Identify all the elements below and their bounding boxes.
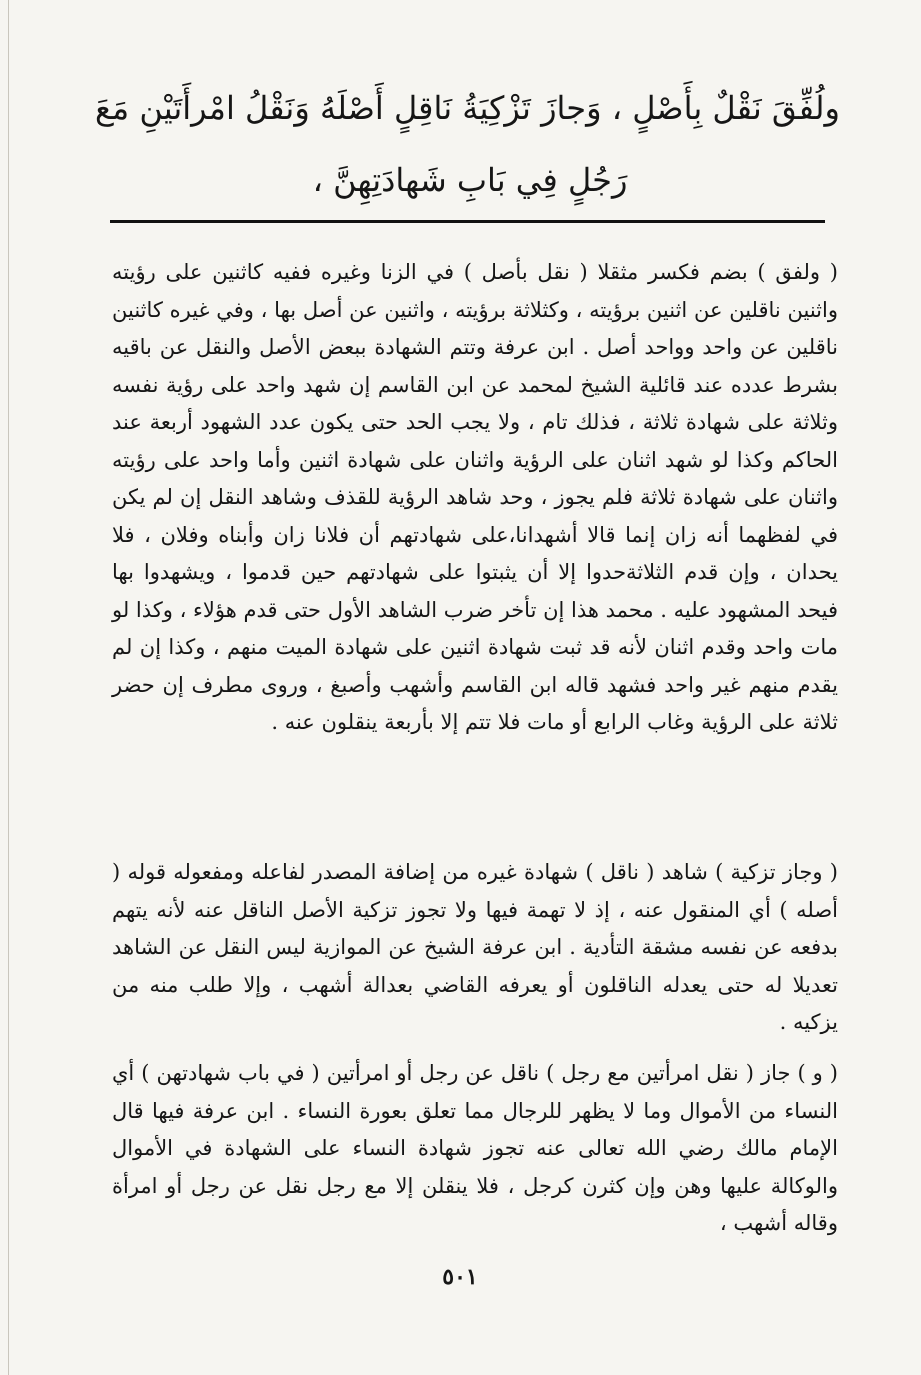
commentary-paragraph-2: ( وجاز تزكية ) شاهد ( ناقل ) شهادة غيره من إضافة المصدر لفاعله ومفعوله قوله ( أصله ) أي المنقول عنه ، إذ لا تهمة فيها ولا تجوز تزكية الأصل الناقل عنه لأنه يتهم بدفعه عن نفسه مشقة التأدية . ابن عرفة الشيخ عن الموازية ليس النقل عن الشاهد تعديلا له حتى يعدله الناقلون أو يعرفه القاضي بعدالة أشهب ، وإلا طلب منه من يزكيه . [112, 860, 838, 1034]
section-divider [110, 220, 825, 223]
page-number: ٥٠١ [442, 1264, 478, 1290]
commentary-paragraph-1: ( ولفق ) بضم فكسر مثقلا ( نقل بأصل ) في الزنا وغيره ففيه كاثنين على رؤيته واثنين ناقلين عن اثنين برؤيته ، وكثلاثة برؤيته ، واثنين عن أصل بها ، وفي غيره كاثنين ناقلين عن واحد وواحد أصل . ابن عرفة وتتم الشهادة ببعض الأصل والنقل عن باقيه بشرط عدده عند قائلية الشيخ لمحمد عن ابن القاسم إن شهد واحد على رؤية نفسه وثلاثة على شهادة ثلاثة ، فذلك تام ، ولا يجب الحد حتى يكون عدد الشهود أربعة عند الحاكم وكذا لو شهد اثنان على الرؤية واثنان على شهادة اثنين وأما واحد على رؤيته واثنان على شهادة ثلاثة فلم يجوز ، وحد شاهد الرؤية للقذف وشاهد النقل إن لم يكن في لفظهما أنه زان إنما قالا أشهدانا،على شهادتهم أن فلانا زان وأبناه وفلان ، فلا يحدان ، وإن قدم الثلاثةحدوا إلا أن يثبتوا على شهادتهم حين قدموا ، ويشهدوا بها فيحد المشهود عليه . محمد هذا إن تأخر ضرب الشاهد الأول حتى قدم هؤلاء ، وكذا لو مات واحد وقدم اثنان لأنه قد ثبت شهادة اثنين على شهادة الميت منهم ، وكذا إن لم يقدم منهم غير واحد فشهد قاله ابن القاسم وأشهب وأصبغ ، وروى مطرف إن حضر ثلاثة على الرؤية وغاب الرابع أو مات فلا تتم إلا بأربعة ينقلون عنه . [111, 260, 838, 734]
commentary-paragraph-3: ( و ) جاز ( نقل امرأتين مع رجل ) ناقل عن رجل أو امرأتين ( في باب شهادتهن ) أي النساء من الأموال وما لا يظهر للرجال مما تعلق بعورة النساء . ابن عرفة فيها قال الإمام مالك رضي الله تعالى عنه تجوز شهادة النساء على الشهادة في الأموال والوكالة عليها وهن وإن كثرن كرجل ، فلا ينقلن إلا مع رجل نقل عن رجل أو امرأة وقاله أشهب ، [112, 1061, 838, 1235]
matn-line-1: ولُفِّقَ نَقْلٌ بِأَصْلٍ ، وَجازَ تَزْكِيَةُ نَاقِلٍ أَصْلَهُ وَنَقْلُ امْرأَتَيْنِ مَعَ [94, 89, 840, 127]
matn-line-2: رَجُلٍ فِي بَابِ شَهادَتِهِنَّ ، [312, 161, 628, 199]
page-edge-line [8, 0, 9, 1375]
